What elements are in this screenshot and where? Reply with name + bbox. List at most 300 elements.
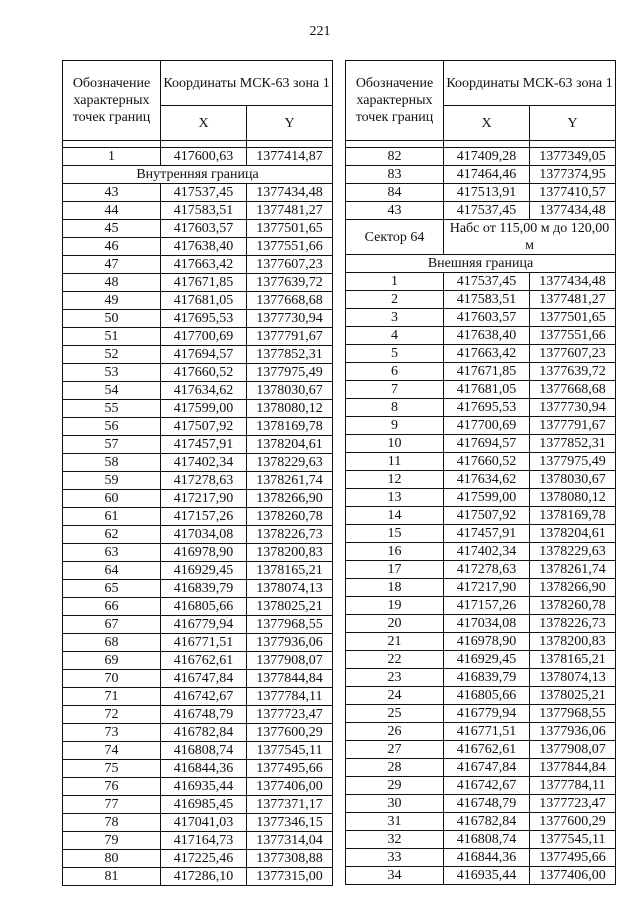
table-row <box>346 867 616 885</box>
table-row <box>346 381 616 399</box>
table-row <box>63 202 333 220</box>
coord-x: 417409,28 <box>444 148 530 166</box>
coord-y: 1378030,67 <box>530 471 616 489</box>
coord-y: 1377936,06 <box>247 634 333 652</box>
coord-x: 417402,34 <box>161 454 247 472</box>
table-row <box>346 417 616 435</box>
coord-y: 1377968,55 <box>247 616 333 634</box>
point-number: 10 <box>346 435 444 453</box>
coord-y: 1377968,55 <box>530 705 616 723</box>
point-number: 43 <box>346 202 444 220</box>
coord-y: 1378261,74 <box>530 561 616 579</box>
point-number: 3 <box>346 309 444 327</box>
table-row <box>346 202 616 220</box>
point-number: 49 <box>63 292 161 310</box>
coord-x: 416978,90 <box>161 544 247 562</box>
point-number: 32 <box>346 831 444 849</box>
coord-x: 417583,51 <box>161 202 247 220</box>
table-row <box>346 166 616 184</box>
point-number: 1 <box>63 148 161 166</box>
table-row <box>346 399 616 417</box>
table-row <box>63 850 333 868</box>
coord-y: 1378204,61 <box>247 436 333 454</box>
coord-x: 417681,05 <box>161 292 247 310</box>
section-title-outer: Внешняя граница <box>346 255 616 273</box>
coord-y: 1377784,11 <box>247 688 333 706</box>
coord-x: 416935,44 <box>161 778 247 796</box>
coord-y: 1378226,73 <box>247 526 333 544</box>
sector-row <box>346 220 616 255</box>
table-row <box>63 778 333 796</box>
table-row <box>346 507 616 525</box>
coord-y: 1377481,27 <box>247 202 333 220</box>
point-number: 81 <box>63 868 161 886</box>
coord-y: 1378226,73 <box>530 615 616 633</box>
coord-y: 1377434,48 <box>530 202 616 220</box>
coord-x: 417660,52 <box>444 453 530 471</box>
point-number: 34 <box>346 867 444 885</box>
table-row <box>63 526 333 544</box>
coord-x: 417278,63 <box>444 561 530 579</box>
point-number: 65 <box>63 580 161 598</box>
coord-x: 417599,00 <box>444 489 530 507</box>
col-header-coords: Координаты МСК-63 зона 1 <box>444 61 616 106</box>
point-number: 31 <box>346 813 444 831</box>
coord-y: 1377639,72 <box>247 274 333 292</box>
coord-y: 1378204,61 <box>530 525 616 543</box>
coord-y: 1378260,78 <box>530 597 616 615</box>
coord-y: 1377501,65 <box>530 309 616 327</box>
point-number: 20 <box>346 615 444 633</box>
point-number: 70 <box>63 670 161 688</box>
point-number: 29 <box>346 777 444 795</box>
coord-x: 416762,61 <box>161 652 247 670</box>
coord-x: 416748,79 <box>444 795 530 813</box>
coord-x: 416742,67 <box>444 777 530 795</box>
coord-x: 417681,05 <box>444 381 530 399</box>
coord-y: 1377501,65 <box>247 220 333 238</box>
coord-x: 416782,84 <box>161 724 247 742</box>
coord-y: 1378260,78 <box>247 508 333 526</box>
coord-x: 417695,53 <box>161 310 247 328</box>
point-number: 68 <box>63 634 161 652</box>
point-number: 78 <box>63 814 161 832</box>
coord-y: 1377434,48 <box>247 184 333 202</box>
coord-x: 416839,79 <box>444 669 530 687</box>
point-number: 69 <box>63 652 161 670</box>
table-row <box>346 435 616 453</box>
coord-x: 417034,08 <box>444 615 530 633</box>
point-number: 17 <box>346 561 444 579</box>
point-number: 30 <box>346 795 444 813</box>
table-row <box>63 274 333 292</box>
coord-x: 417537,45 <box>444 202 530 220</box>
point-number: 74 <box>63 742 161 760</box>
point-number: 75 <box>63 760 161 778</box>
coord-x: 417537,45 <box>444 273 530 291</box>
coord-y: 1377852,31 <box>530 435 616 453</box>
coord-x: 417603,57 <box>161 220 247 238</box>
coord-x: 417286,10 <box>161 868 247 886</box>
table-row <box>63 544 333 562</box>
point-number: 8 <box>346 399 444 417</box>
table-row <box>346 723 616 741</box>
table-row <box>63 382 333 400</box>
coord-y: 1377495,66 <box>247 760 333 778</box>
coord-y: 1377908,07 <box>247 652 333 670</box>
point-number: 12 <box>346 471 444 489</box>
coord-y: 1377481,27 <box>530 291 616 309</box>
table-row <box>346 453 616 471</box>
coord-x: 417217,90 <box>444 579 530 597</box>
table-row <box>346 633 616 651</box>
point-number: 48 <box>63 274 161 292</box>
coord-x: 417225,46 <box>161 850 247 868</box>
table-row <box>63 508 333 526</box>
coord-y: 1378266,90 <box>247 490 333 508</box>
coord-x: 416747,84 <box>161 670 247 688</box>
coord-y: 1377936,06 <box>530 723 616 741</box>
point-number: 11 <box>346 453 444 471</box>
coord-y: 1377371,17 <box>247 796 333 814</box>
coord-x: 417663,42 <box>444 345 530 363</box>
coord-y: 1377406,00 <box>530 867 616 885</box>
coord-x: 417513,91 <box>444 184 530 202</box>
coord-y: 1377495,66 <box>530 849 616 867</box>
table-row <box>63 310 333 328</box>
point-number: 71 <box>63 688 161 706</box>
coord-x: 416805,66 <box>444 687 530 705</box>
coord-x: 416808,74 <box>161 742 247 760</box>
table-row <box>63 742 333 760</box>
coord-y: 1378200,83 <box>247 544 333 562</box>
coord-y: 1378025,21 <box>247 598 333 616</box>
coord-y: 1378266,90 <box>530 579 616 597</box>
coord-x: 417217,90 <box>161 490 247 508</box>
section-row <box>346 255 616 273</box>
table-row <box>346 741 616 759</box>
table-row <box>63 760 333 778</box>
point-number: 64 <box>63 562 161 580</box>
coord-x: 416779,94 <box>161 616 247 634</box>
table-row <box>63 580 333 598</box>
point-number: 25 <box>346 705 444 723</box>
coord-x: 416985,45 <box>161 796 247 814</box>
point-number: 54 <box>63 382 161 400</box>
table-row <box>63 328 333 346</box>
point-number: 61 <box>63 508 161 526</box>
table-row <box>346 615 616 633</box>
coord-x: 416748,79 <box>161 706 247 724</box>
coord-x: 417278,63 <box>161 472 247 490</box>
coord-x: 417402,34 <box>444 543 530 561</box>
point-number: 27 <box>346 741 444 759</box>
coord-y: 1377314,04 <box>247 832 333 850</box>
point-number: 50 <box>63 310 161 328</box>
table-row <box>63 184 333 202</box>
table-row <box>63 868 333 886</box>
table-row <box>63 832 333 850</box>
table-row <box>63 364 333 382</box>
coord-y: 1378074,13 <box>530 669 616 687</box>
coord-y: 1377551,66 <box>247 238 333 256</box>
coord-x: 417457,91 <box>444 525 530 543</box>
coord-y: 1377410,57 <box>530 184 616 202</box>
table-row <box>346 345 616 363</box>
table-row <box>346 525 616 543</box>
col-header-x: X <box>161 106 247 141</box>
col-header-y: Y <box>247 106 333 141</box>
coord-y: 1377668,68 <box>530 381 616 399</box>
coord-y: 1377730,94 <box>247 310 333 328</box>
coord-x: 416779,94 <box>444 705 530 723</box>
table-row <box>346 309 616 327</box>
coord-y: 1377791,67 <box>530 417 616 435</box>
coord-x: 417034,08 <box>161 526 247 544</box>
coordinates-table-left <box>62 60 333 886</box>
table-row <box>346 849 616 867</box>
coord-x: 417660,52 <box>161 364 247 382</box>
coord-y: 1377730,94 <box>530 399 616 417</box>
coord-x: 417507,92 <box>444 507 530 525</box>
sector-label: Сектор 64 <box>346 220 444 255</box>
point-number: 77 <box>63 796 161 814</box>
coord-y: 1377791,67 <box>247 328 333 346</box>
point-number: 24 <box>346 687 444 705</box>
coord-y: 1378169,78 <box>530 507 616 525</box>
coord-x: 416782,84 <box>444 813 530 831</box>
point-number: 18 <box>346 579 444 597</box>
coord-y: 1378261,74 <box>247 472 333 490</box>
point-number: 16 <box>346 543 444 561</box>
table-row <box>63 616 333 634</box>
point-number: 13 <box>346 489 444 507</box>
coord-x: 416929,45 <box>444 651 530 669</box>
coord-x: 417634,62 <box>161 382 247 400</box>
table-row <box>346 363 616 381</box>
col-header-coords: Координаты МСК-63 зона 1 <box>161 61 333 106</box>
coord-y: 1377852,31 <box>247 346 333 364</box>
table-row <box>346 705 616 723</box>
coord-y: 1377414,87 <box>247 148 333 166</box>
point-number: 62 <box>63 526 161 544</box>
coord-y: 1377406,00 <box>247 778 333 796</box>
table-row <box>63 436 333 454</box>
coordinates-table-right <box>345 60 616 885</box>
page-number: 221 <box>309 24 331 39</box>
coord-x: 417694,57 <box>161 346 247 364</box>
coord-y: 1377308,88 <box>247 850 333 868</box>
point-number: 5 <box>346 345 444 363</box>
point-number: 2 <box>346 291 444 309</box>
coord-x: 417671,85 <box>161 274 247 292</box>
point-number: 47 <box>63 256 161 274</box>
point-number: 67 <box>63 616 161 634</box>
point-number: 51 <box>63 328 161 346</box>
table-row <box>346 651 616 669</box>
coord-x: 417694,57 <box>444 435 530 453</box>
table-row <box>63 346 333 364</box>
point-number: 57 <box>63 436 161 454</box>
coord-y: 1377346,15 <box>247 814 333 832</box>
coord-x: 416978,90 <box>444 633 530 651</box>
coord-x: 417634,62 <box>444 471 530 489</box>
col-header-points: Обозначение характерных точек границ <box>346 61 444 141</box>
coord-y: 1377607,23 <box>247 256 333 274</box>
coord-y: 1378200,83 <box>530 633 616 651</box>
table-row <box>63 418 333 436</box>
coord-x: 416844,36 <box>161 760 247 778</box>
coord-x: 417507,92 <box>161 418 247 436</box>
point-number: 59 <box>63 472 161 490</box>
table-row <box>346 148 616 166</box>
point-number: 33 <box>346 849 444 867</box>
table-row <box>63 400 333 418</box>
coord-y: 1377723,47 <box>530 795 616 813</box>
coord-y: 1378030,67 <box>247 382 333 400</box>
point-number: 83 <box>346 166 444 184</box>
point-number: 79 <box>63 832 161 850</box>
col-header-y: Y <box>530 106 616 141</box>
col-header-points: Обозначение характерных точек границ <box>63 61 161 141</box>
table-row <box>346 759 616 777</box>
point-number: 19 <box>346 597 444 615</box>
table-row <box>63 814 333 832</box>
coord-y: 1377908,07 <box>530 741 616 759</box>
point-number: 1 <box>346 273 444 291</box>
coord-y: 1377784,11 <box>530 777 616 795</box>
table-row <box>63 670 333 688</box>
point-number: 7 <box>346 381 444 399</box>
table-row <box>346 813 616 831</box>
coord-x: 416747,84 <box>444 759 530 777</box>
coord-x: 416771,51 <box>444 723 530 741</box>
coord-x: 416805,66 <box>161 598 247 616</box>
coord-x: 416762,61 <box>444 741 530 759</box>
section-row <box>63 166 333 184</box>
coord-y: 1377434,48 <box>530 273 616 291</box>
table-row <box>63 724 333 742</box>
table-row <box>346 669 616 687</box>
coord-x: 417638,40 <box>161 238 247 256</box>
table-row <box>63 256 333 274</box>
point-number: 44 <box>63 202 161 220</box>
col-header-x: X <box>444 106 530 141</box>
coord-y: 1378229,63 <box>247 454 333 472</box>
point-number: 55 <box>63 400 161 418</box>
point-number: 66 <box>63 598 161 616</box>
table-row <box>346 184 616 202</box>
table-row <box>63 490 333 508</box>
table-row <box>346 327 616 345</box>
table-row <box>63 238 333 256</box>
table-row <box>346 831 616 849</box>
sector-value: Набс от 115,00 м до 120,00 м <box>444 220 616 255</box>
point-number: 9 <box>346 417 444 435</box>
point-number: 43 <box>63 184 161 202</box>
coord-y: 1378229,63 <box>530 543 616 561</box>
coord-x: 416929,45 <box>161 562 247 580</box>
table-row <box>63 562 333 580</box>
table-row <box>63 634 333 652</box>
coord-x: 417600,63 <box>161 148 247 166</box>
coord-y: 1378165,21 <box>530 651 616 669</box>
point-number: 84 <box>346 184 444 202</box>
coord-x: 417603,57 <box>444 309 530 327</box>
table-row <box>63 148 333 166</box>
coord-x: 417671,85 <box>444 363 530 381</box>
point-number: 22 <box>346 651 444 669</box>
coord-y: 1378165,21 <box>247 562 333 580</box>
table-row <box>346 471 616 489</box>
coord-y: 1377600,29 <box>247 724 333 742</box>
coord-y: 1378025,21 <box>530 687 616 705</box>
coord-x: 417663,42 <box>161 256 247 274</box>
coord-x: 417157,26 <box>444 597 530 615</box>
coord-x: 417041,03 <box>161 814 247 832</box>
section-title-inner: Внутренняя граница <box>63 166 333 184</box>
point-number: 60 <box>63 490 161 508</box>
point-number: 82 <box>346 148 444 166</box>
coord-y: 1377723,47 <box>247 706 333 724</box>
coord-y: 1378074,13 <box>247 580 333 598</box>
coord-y: 1377551,66 <box>530 327 616 345</box>
coord-x: 417164,73 <box>161 832 247 850</box>
table-row <box>346 795 616 813</box>
point-number: 14 <box>346 507 444 525</box>
table-row <box>63 796 333 814</box>
coord-x: 416844,36 <box>444 849 530 867</box>
table-row <box>63 598 333 616</box>
coord-y: 1378080,12 <box>530 489 616 507</box>
coord-y: 1377374,95 <box>530 166 616 184</box>
table-row <box>346 687 616 705</box>
coord-y: 1377315,00 <box>247 868 333 886</box>
coord-y: 1377545,11 <box>247 742 333 760</box>
coord-y: 1377668,68 <box>247 292 333 310</box>
coord-x: 417599,00 <box>161 400 247 418</box>
point-number: 80 <box>63 850 161 868</box>
point-number: 56 <box>63 418 161 436</box>
point-number: 76 <box>63 778 161 796</box>
table-row <box>346 543 616 561</box>
point-number: 52 <box>63 346 161 364</box>
coord-y: 1377607,23 <box>530 345 616 363</box>
coord-x: 416742,67 <box>161 688 247 706</box>
point-number: 15 <box>346 525 444 543</box>
point-number: 23 <box>346 669 444 687</box>
table-row <box>346 291 616 309</box>
table-row <box>346 597 616 615</box>
coord-x: 417695,53 <box>444 399 530 417</box>
table-row <box>63 220 333 238</box>
coord-x: 416839,79 <box>161 580 247 598</box>
coord-y: 1377844,84 <box>247 670 333 688</box>
point-number: 72 <box>63 706 161 724</box>
point-number: 53 <box>63 364 161 382</box>
coord-x: 417537,45 <box>161 184 247 202</box>
coord-x: 417700,69 <box>161 328 247 346</box>
point-number: 6 <box>346 363 444 381</box>
table-row <box>346 579 616 597</box>
point-number: 45 <box>63 220 161 238</box>
coord-y: 1377844,84 <box>530 759 616 777</box>
coord-y: 1377545,11 <box>530 831 616 849</box>
coord-x: 416935,44 <box>444 867 530 885</box>
coord-x: 417700,69 <box>444 417 530 435</box>
point-number: 21 <box>346 633 444 651</box>
table-row <box>63 688 333 706</box>
